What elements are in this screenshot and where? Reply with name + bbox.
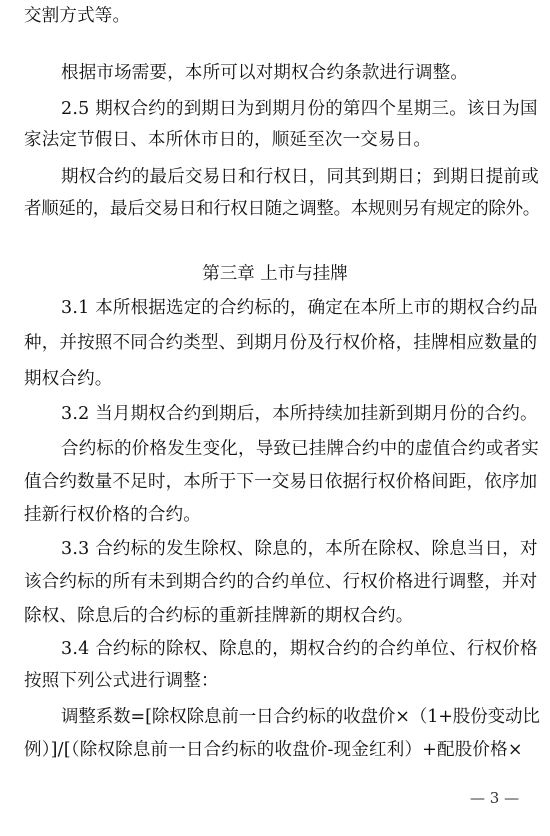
text-line: 除权、除息后的合约标的重新挂牌新的期权合约。 [24, 606, 414, 626]
text-line: 期权合约。 [24, 369, 113, 389]
text-line: 3.3 合约标的发生除权、除息的，本所在除权、除息当日，对 [61, 539, 538, 559]
text-line: 值合约数量不足时，本所于下一交易日依据行权价格间距，依序加 [24, 472, 538, 492]
text-line: 挂新行权价格的合约。 [24, 505, 201, 525]
text-line: 根据市场需要，本所可以对期权合约条款进行调整。 [61, 63, 469, 83]
text-line: 2.5 期权合约的到期日为到期月份的第四个星期三。该日为国 [61, 99, 538, 119]
chapter-heading: 第三章 上市与挂牌 [202, 264, 348, 284]
text-line: 调整系数=[除权除息前一日合约标的收盘价×（1+股份变动比 [61, 707, 540, 727]
text-line: 期权合约的最后交易日和行权日，同其到期日；到期日提前或 [61, 167, 539, 187]
text-line: 家法定节假日、本所休市日的，顺延至次一交易日。 [24, 130, 432, 150]
text-line: 3.1 本所根据选定的合约标的，确定在本所上市的期权合约品 [61, 298, 538, 318]
text-line: 该合约标的所有未到期合约的合约单位、行权价格进行调整，并对 [24, 572, 538, 592]
text-line: 种，并按照不同合约类型、到期月份及行权价格，挂牌相应数量的 [24, 333, 538, 353]
text-line: 按照下列公式进行调整： [24, 671, 219, 691]
text-line: 例）]/[（除权除息前一日合约标的收盘价-现金红利）+配股价格× [24, 740, 523, 760]
text-line: 合约标的价格发生变化，导致已挂牌合约中的虚值合约或者实 [61, 439, 539, 459]
text-line: 3.4 合约标的除权、除息的，期权合约的合约单位、行权价格 [61, 639, 538, 659]
text-line: 3.2 当月期权合约到期后，本所持续加挂新到期月份的合约。 [61, 404, 538, 424]
page-number: — 3 — [470, 789, 520, 807]
text-line: 交割方式等。 [24, 6, 131, 26]
text-line: 者顺延的，最后交易日和行权日随之调整。本规则另有规定的除外。 [24, 199, 540, 219]
